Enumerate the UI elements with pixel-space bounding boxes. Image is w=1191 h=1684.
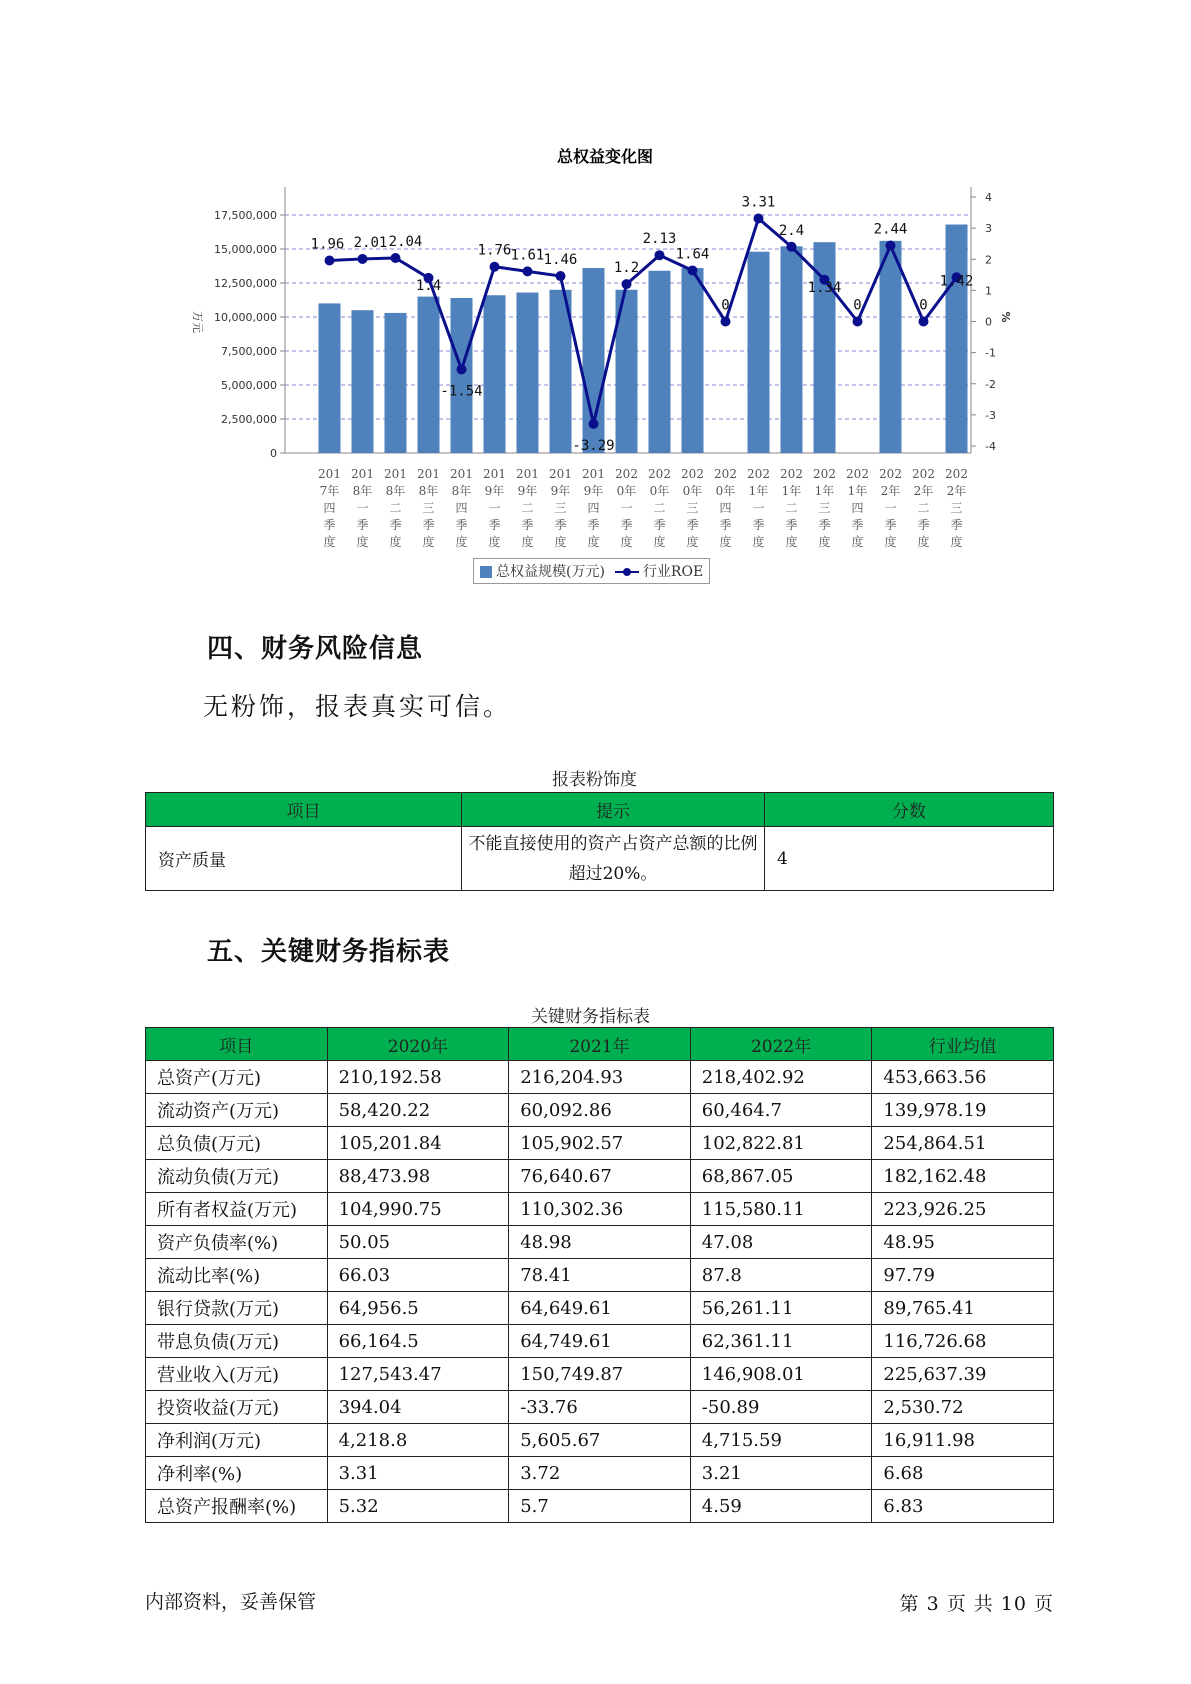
x-tick-label: 度	[323, 535, 336, 549]
roe-data-label: 1.96	[310, 236, 345, 253]
x-tick-label: 季	[686, 518, 699, 532]
kpi-value-cell: 3.72	[509, 1457, 691, 1490]
kpi-value-cell: 4.59	[690, 1490, 872, 1523]
roe-point	[556, 271, 566, 281]
x-tick-label: 度	[455, 535, 468, 549]
risk-table-caption: 报表粉饰度	[552, 770, 637, 790]
kpi-value-cell: 139,978.19	[872, 1094, 1054, 1127]
x-tick-label: 二	[521, 501, 534, 515]
kpi-header-cell: 项目	[146, 1028, 328, 1061]
x-tick-label: 1年	[748, 484, 769, 498]
x-tick-label: 202	[615, 467, 638, 481]
y2-tick-label: 4	[985, 191, 992, 204]
x-tick-label: 201	[483, 467, 506, 481]
roe-point	[523, 266, 533, 276]
table-row	[146, 1457, 1054, 1490]
x-tick-label: 度	[422, 535, 435, 549]
table-row	[146, 1391, 1054, 1424]
table-row	[146, 1061, 1054, 1094]
x-tick-label: 季	[554, 518, 567, 532]
kpi-value-cell: 48.95	[872, 1226, 1054, 1259]
roe-data-label: 1.42	[939, 273, 974, 290]
x-tick-label: 度	[884, 535, 897, 549]
y2-tick-label: -2	[985, 377, 996, 391]
roe-point	[919, 317, 929, 327]
y-tick-label: 5,000,000	[221, 379, 277, 392]
x-tick-label: 201	[450, 467, 473, 481]
kpi-value-cell: 225,637.39	[872, 1358, 1054, 1391]
x-tick-label: 二	[389, 501, 402, 515]
bar-mark	[748, 252, 770, 453]
kpi-label-cell: 流动资产(万元)	[146, 1094, 328, 1127]
y-tick-label: 12,500,000	[214, 277, 277, 290]
roe-point	[457, 364, 467, 374]
kpi-value-cell: 50.05	[327, 1226, 509, 1259]
x-tick-label: 一	[884, 501, 897, 515]
roe-data-label: 0	[853, 297, 862, 314]
x-tick-label: 度	[488, 535, 501, 549]
x-tick-label: 季	[785, 518, 798, 532]
roe-point	[886, 241, 896, 251]
kpi-value-cell: 150,749.87	[509, 1358, 691, 1391]
risk-header-hint: 提示	[462, 793, 765, 827]
kpi-value-cell: 115,580.11	[690, 1193, 872, 1226]
y-axis-title: 万元	[191, 311, 204, 333]
x-tick-label: 度	[587, 535, 600, 549]
kpi-value-cell: 3.21	[690, 1457, 872, 1490]
kpi-value-cell: 64,649.61	[509, 1292, 691, 1325]
x-tick-label: 季	[917, 518, 930, 532]
kpi-label-cell: 银行贷款(万元)	[146, 1292, 328, 1325]
x-tick-label: 202	[912, 467, 935, 481]
x-tick-label: 9年	[583, 484, 604, 498]
bar-mark	[319, 303, 341, 453]
table-row	[146, 1490, 1054, 1523]
risk-header-item: 项目	[146, 793, 462, 827]
x-tick-label: 四	[455, 501, 468, 515]
bar-mark	[484, 295, 506, 453]
x-tick-label: 季	[488, 518, 501, 532]
y-tick-label: 7,500,000	[221, 345, 277, 358]
x-tick-label: 二	[917, 501, 930, 515]
kpi-value-cell: 210,192.58	[327, 1061, 509, 1094]
risk-item-cell: 资产质量	[146, 827, 462, 891]
kpi-label-cell: 投资收益(万元)	[146, 1391, 328, 1424]
kpi-value-cell: 2,530.72	[872, 1391, 1054, 1424]
roe-point	[358, 254, 368, 264]
kpi-value-cell: 60,464.7	[690, 1094, 872, 1127]
legend-item-line	[615, 561, 703, 581]
table-row	[146, 1259, 1054, 1292]
kpi-value-cell: 64,749.61	[509, 1325, 691, 1358]
bar-swatch-icon	[480, 566, 492, 578]
roe-data-label: 2.4	[778, 222, 805, 239]
kpi-table-body	[146, 1061, 1054, 1523]
x-tick-label: 2年	[880, 484, 901, 498]
bar-mark	[385, 313, 407, 453]
kpi-value-cell: 110,302.36	[509, 1193, 691, 1226]
x-tick-label: 202	[846, 467, 869, 481]
kpi-table-header-row	[146, 1028, 1054, 1061]
roe-data-label: 2.13	[642, 231, 677, 248]
roe-data-label: 1.76	[477, 242, 512, 259]
kpi-value-cell: 105,902.57	[509, 1127, 691, 1160]
x-tick-label: 9年	[484, 484, 505, 498]
x-tick-label: 季	[422, 518, 435, 532]
x-tick-label: 季	[389, 518, 402, 532]
kpi-value-cell: 5.32	[327, 1490, 509, 1523]
x-tick-label: 202	[813, 467, 836, 481]
x-tick-label: 202	[648, 467, 671, 481]
x-tick-label: 二	[653, 501, 666, 515]
x-tick-label: 一	[356, 501, 369, 515]
x-tick-label: 202	[780, 467, 803, 481]
x-tick-label: 202	[747, 467, 770, 481]
kpi-header-cell: 2020年	[327, 1028, 509, 1061]
kpi-label-cell: 净利润(万元)	[146, 1424, 328, 1457]
y-tick-label: 10,000,000	[214, 311, 277, 324]
x-tick-label: 7年	[319, 484, 340, 498]
x-tick-label: 季	[620, 518, 633, 532]
bar-mark	[682, 268, 704, 453]
bar-mark	[781, 246, 803, 453]
footer-page-number: 第 3 页 共 10 页	[899, 1593, 1054, 1615]
kpi-value-cell: 87.8	[690, 1259, 872, 1292]
y2-tick-label: 2	[985, 253, 992, 267]
line-marker-icon	[615, 566, 639, 578]
kpi-value-cell: 47.08	[690, 1226, 872, 1259]
table-row	[146, 1094, 1054, 1127]
x-tick-label: 季	[818, 518, 831, 532]
x-tick-label: 季	[455, 518, 468, 532]
table-row	[146, 1424, 1054, 1457]
roe-data-label: 1.2	[613, 260, 640, 277]
kpi-value-cell: 218,402.92	[690, 1061, 872, 1094]
kpi-value-cell: 116,726.68	[872, 1325, 1054, 1358]
risk-header-score: 分数	[765, 793, 1054, 827]
roe-point	[490, 262, 500, 272]
bar-mark	[946, 225, 968, 453]
x-tick-label: 9年	[550, 484, 571, 498]
roe-point	[589, 419, 599, 429]
roe-data-label: 1.46	[543, 252, 578, 269]
risk-hint-cell: 不能直接使用的资产占资产总额的比例超过20%。	[462, 827, 765, 891]
x-tick-label: 季	[587, 518, 600, 532]
x-tick-label: 四	[851, 501, 864, 515]
roe-point	[787, 242, 797, 252]
kpi-value-cell: 4,218.8	[327, 1424, 509, 1457]
kpi-value-cell: 56,261.11	[690, 1292, 872, 1325]
roe-point	[721, 317, 731, 327]
x-tick-label: 202	[945, 467, 968, 481]
roe-data-label: 1.61	[510, 247, 545, 264]
section-heading-kpi: 五、关键财务指标表	[207, 937, 451, 967]
kpi-value-cell: 394.04	[327, 1391, 509, 1424]
bar-mark	[517, 293, 539, 453]
roe-point	[325, 255, 335, 265]
bar-mark	[451, 298, 473, 453]
kpi-value-cell: 76,640.67	[509, 1160, 691, 1193]
x-tick-label: 度	[917, 535, 930, 549]
kpi-label-cell: 带息负债(万元)	[146, 1325, 328, 1358]
kpi-value-cell: 97.79	[872, 1259, 1054, 1292]
x-tick-label: 季	[521, 518, 534, 532]
roe-point	[754, 213, 764, 223]
risk-score-cell: 4	[765, 827, 1054, 891]
kpi-value-cell: 6.83	[872, 1490, 1054, 1523]
kpi-value-cell: 254,864.51	[872, 1127, 1054, 1160]
kpi-value-cell: 62,361.11	[690, 1325, 872, 1358]
x-tick-label: 季	[950, 518, 963, 532]
x-tick-label: 四	[587, 501, 600, 515]
risk-summary-text: 无粉饰，报表真实可信。	[203, 692, 512, 721]
kpi-value-cell: 5,605.67	[509, 1424, 691, 1457]
roe-data-label: 0	[721, 297, 730, 314]
x-tick-label: 度	[719, 535, 732, 549]
kpi-value-cell: 223,926.25	[872, 1193, 1054, 1226]
x-tick-label: 202	[681, 467, 704, 481]
kpi-label-cell: 营业收入(万元)	[146, 1358, 328, 1391]
kpi-value-cell: 78.41	[509, 1259, 691, 1292]
x-tick-label: 季	[851, 518, 864, 532]
kpi-label-cell: 流动负债(万元)	[146, 1160, 328, 1193]
x-tick-label: 四	[719, 501, 732, 515]
roe-data-label: 1.34	[807, 279, 842, 296]
x-tick-label: 季	[356, 518, 369, 532]
x-tick-label: 度	[950, 535, 963, 549]
roe-data-label: 1.4	[415, 277, 442, 294]
kpi-value-cell: 58,420.22	[327, 1094, 509, 1127]
roe-data-label: 3.31	[741, 194, 776, 211]
y2-tick-label: 0	[985, 315, 992, 329]
footer-confidential-note: 内部资料，妥善保管	[145, 1591, 317, 1613]
x-tick-label: 季	[719, 518, 732, 532]
kpi-value-cell: 453,663.56	[872, 1061, 1054, 1094]
x-tick-label: 201	[582, 467, 605, 481]
x-tick-label: 三	[422, 501, 435, 515]
x-tick-label: 三	[686, 501, 699, 515]
kpi-value-cell: 3.31	[327, 1457, 509, 1490]
roe-data-label: -3.29	[572, 437, 615, 454]
chart-title: 总权益变化图	[556, 147, 654, 166]
kpi-value-cell: 102,822.81	[690, 1127, 872, 1160]
kpi-label-cell: 所有者权益(万元)	[146, 1193, 328, 1226]
x-tick-label: 2年	[913, 484, 934, 498]
risk-table-header-row	[146, 793, 1054, 827]
x-tick-label: 季	[653, 518, 666, 532]
kpi-label-cell: 总资产(万元)	[146, 1061, 328, 1094]
x-tick-label: 三	[818, 501, 831, 515]
kpi-value-cell: 127,543.47	[327, 1358, 509, 1391]
kpi-value-cell: 88,473.98	[327, 1160, 509, 1193]
roe-point	[655, 250, 665, 260]
table-row	[146, 1193, 1054, 1226]
x-tick-label: 9年	[517, 484, 538, 498]
table-row	[146, 1325, 1054, 1358]
kpi-header-cell: 2022年	[690, 1028, 872, 1061]
kpi-value-cell: -50.89	[690, 1391, 872, 1424]
bar-mark	[880, 241, 902, 453]
x-tick-label: 0年	[715, 484, 736, 498]
x-tick-label: 1年	[781, 484, 802, 498]
section-heading-risk: 四、财务风险信息	[207, 634, 424, 664]
x-tick-label: 三	[554, 501, 567, 515]
y-tick-label: 15,000,000	[214, 243, 277, 256]
kpi-table-caption: 关键财务指标表	[531, 1007, 650, 1027]
kpi-label-cell: 净利率(%)	[146, 1457, 328, 1490]
x-tick-label: 季	[752, 518, 765, 532]
x-tick-label: 8年	[418, 484, 439, 498]
x-tick-label: 度	[653, 535, 666, 549]
table-row	[146, 827, 1054, 891]
x-tick-label: 度	[554, 535, 567, 549]
kpi-value-cell: 216,204.93	[509, 1061, 691, 1094]
kpi-value-cell: 66.03	[327, 1259, 509, 1292]
y-tick-label: 2,500,000	[221, 413, 277, 426]
x-tick-label: 1年	[847, 484, 868, 498]
kpi-label-cell: 总资产报酬率(%)	[146, 1490, 328, 1523]
roe-data-label: 0	[919, 297, 928, 314]
y2-tick-label: 1	[985, 284, 992, 298]
kpi-label-cell: 流动比率(%)	[146, 1259, 328, 1292]
kpi-value-cell: 6.68	[872, 1457, 1054, 1490]
x-tick-label: 8年	[352, 484, 373, 498]
table-row	[146, 1127, 1054, 1160]
x-tick-label: 度	[785, 535, 798, 549]
kpi-value-cell: 5.7	[509, 1490, 691, 1523]
y-tick-label: 0	[270, 447, 277, 460]
x-tick-label: 一	[752, 501, 765, 515]
kpi-header-cell: 2021年	[509, 1028, 691, 1061]
kpi-value-cell: 68,867.05	[690, 1160, 872, 1193]
x-tick-label: 三	[950, 501, 963, 515]
x-tick-label: 度	[521, 535, 534, 549]
x-tick-label: 202	[714, 467, 737, 481]
x-tick-label: 201	[516, 467, 539, 481]
x-tick-label: 二	[785, 501, 798, 515]
legend-line-label: 行业ROE	[642, 564, 704, 580]
x-tick-label: 8年	[385, 484, 406, 498]
x-tick-label: 201	[351, 467, 374, 481]
bar-mark	[418, 297, 440, 453]
table-row	[146, 1160, 1054, 1193]
kpi-value-cell: -33.76	[509, 1391, 691, 1424]
equity-chart-svg	[0, 0, 1191, 600]
roe-point	[853, 317, 863, 327]
x-tick-label: 0年	[682, 484, 703, 498]
legend-bar-label: 总权益规模(万元)	[496, 564, 605, 580]
kpi-value-cell: 4,715.59	[690, 1424, 872, 1457]
x-tick-label: 度	[752, 535, 765, 549]
y2-tick-label: 3	[985, 222, 992, 236]
x-tick-label: 一	[488, 501, 501, 515]
kpi-label-cell: 资产负债率(%)	[146, 1226, 328, 1259]
kpi-value-cell: 64,956.5	[327, 1292, 509, 1325]
x-tick-label: 度	[389, 535, 402, 549]
x-tick-label: 202	[879, 467, 902, 481]
y2-tick-label: -1	[985, 346, 996, 360]
x-tick-label: 201	[417, 467, 440, 481]
x-tick-label: 201	[549, 467, 572, 481]
x-tick-label: 1年	[814, 484, 835, 498]
bar-mark	[649, 271, 671, 453]
kpi-value-cell: 66,164.5	[327, 1325, 509, 1358]
kpi-value-cell: 146,908.01	[690, 1358, 872, 1391]
kpi-value-cell: 16,911.98	[872, 1424, 1054, 1457]
kpi-table	[145, 1027, 1054, 1523]
risk-table	[145, 792, 1054, 891]
kpi-value-cell: 60,092.86	[509, 1094, 691, 1127]
roe-data-label: 2.44	[873, 221, 908, 238]
x-tick-label: 2年	[946, 484, 967, 498]
equity-chart	[0, 0, 1191, 600]
x-tick-label: 度	[686, 535, 699, 549]
x-tick-label: 季	[323, 518, 336, 532]
kpi-value-cell: 182,162.48	[872, 1160, 1054, 1193]
x-tick-label: 度	[851, 535, 864, 549]
roe-point	[622, 279, 632, 289]
kpi-label-cell: 总负债(万元)	[146, 1127, 328, 1160]
x-tick-label: 0年	[616, 484, 637, 498]
x-tick-label: 一	[620, 501, 633, 515]
y-tick-label: 17,500,000	[214, 209, 277, 222]
x-tick-label: 度	[356, 535, 369, 549]
x-tick-label: 8年	[451, 484, 472, 498]
kpi-header-cell: 行业均值	[872, 1028, 1054, 1061]
kpi-value-cell: 105,201.84	[327, 1127, 509, 1160]
roe-point	[391, 253, 401, 263]
x-tick-label: 201	[318, 467, 341, 481]
roe-data-label: -1.54	[440, 383, 483, 400]
table-row	[146, 1358, 1054, 1391]
table-row	[146, 1292, 1054, 1325]
table-row	[146, 1226, 1054, 1259]
roe-data-label: 2.04	[388, 234, 423, 251]
x-tick-label: 四	[323, 501, 336, 515]
y2-tick-label: -4	[985, 440, 996, 453]
kpi-value-cell: 48.98	[509, 1226, 691, 1259]
kpi-value-cell: 104,990.75	[327, 1193, 509, 1226]
roe-data-label: 1.64	[675, 246, 710, 263]
roe-point	[688, 265, 698, 275]
y2-axis-title: %	[999, 311, 1012, 323]
chart-legend	[473, 558, 710, 584]
x-tick-label: 度	[620, 535, 633, 549]
y2-tick-label: -3	[985, 408, 996, 422]
bar-mark	[352, 310, 374, 453]
x-tick-label: 201	[384, 467, 407, 481]
x-tick-label: 0年	[649, 484, 670, 498]
kpi-value-cell: 89,765.41	[872, 1292, 1054, 1325]
legend-item-bar	[480, 561, 605, 581]
x-tick-label: 季	[884, 518, 897, 532]
x-tick-label: 度	[818, 535, 831, 549]
roe-data-label: 2.01	[353, 234, 388, 251]
